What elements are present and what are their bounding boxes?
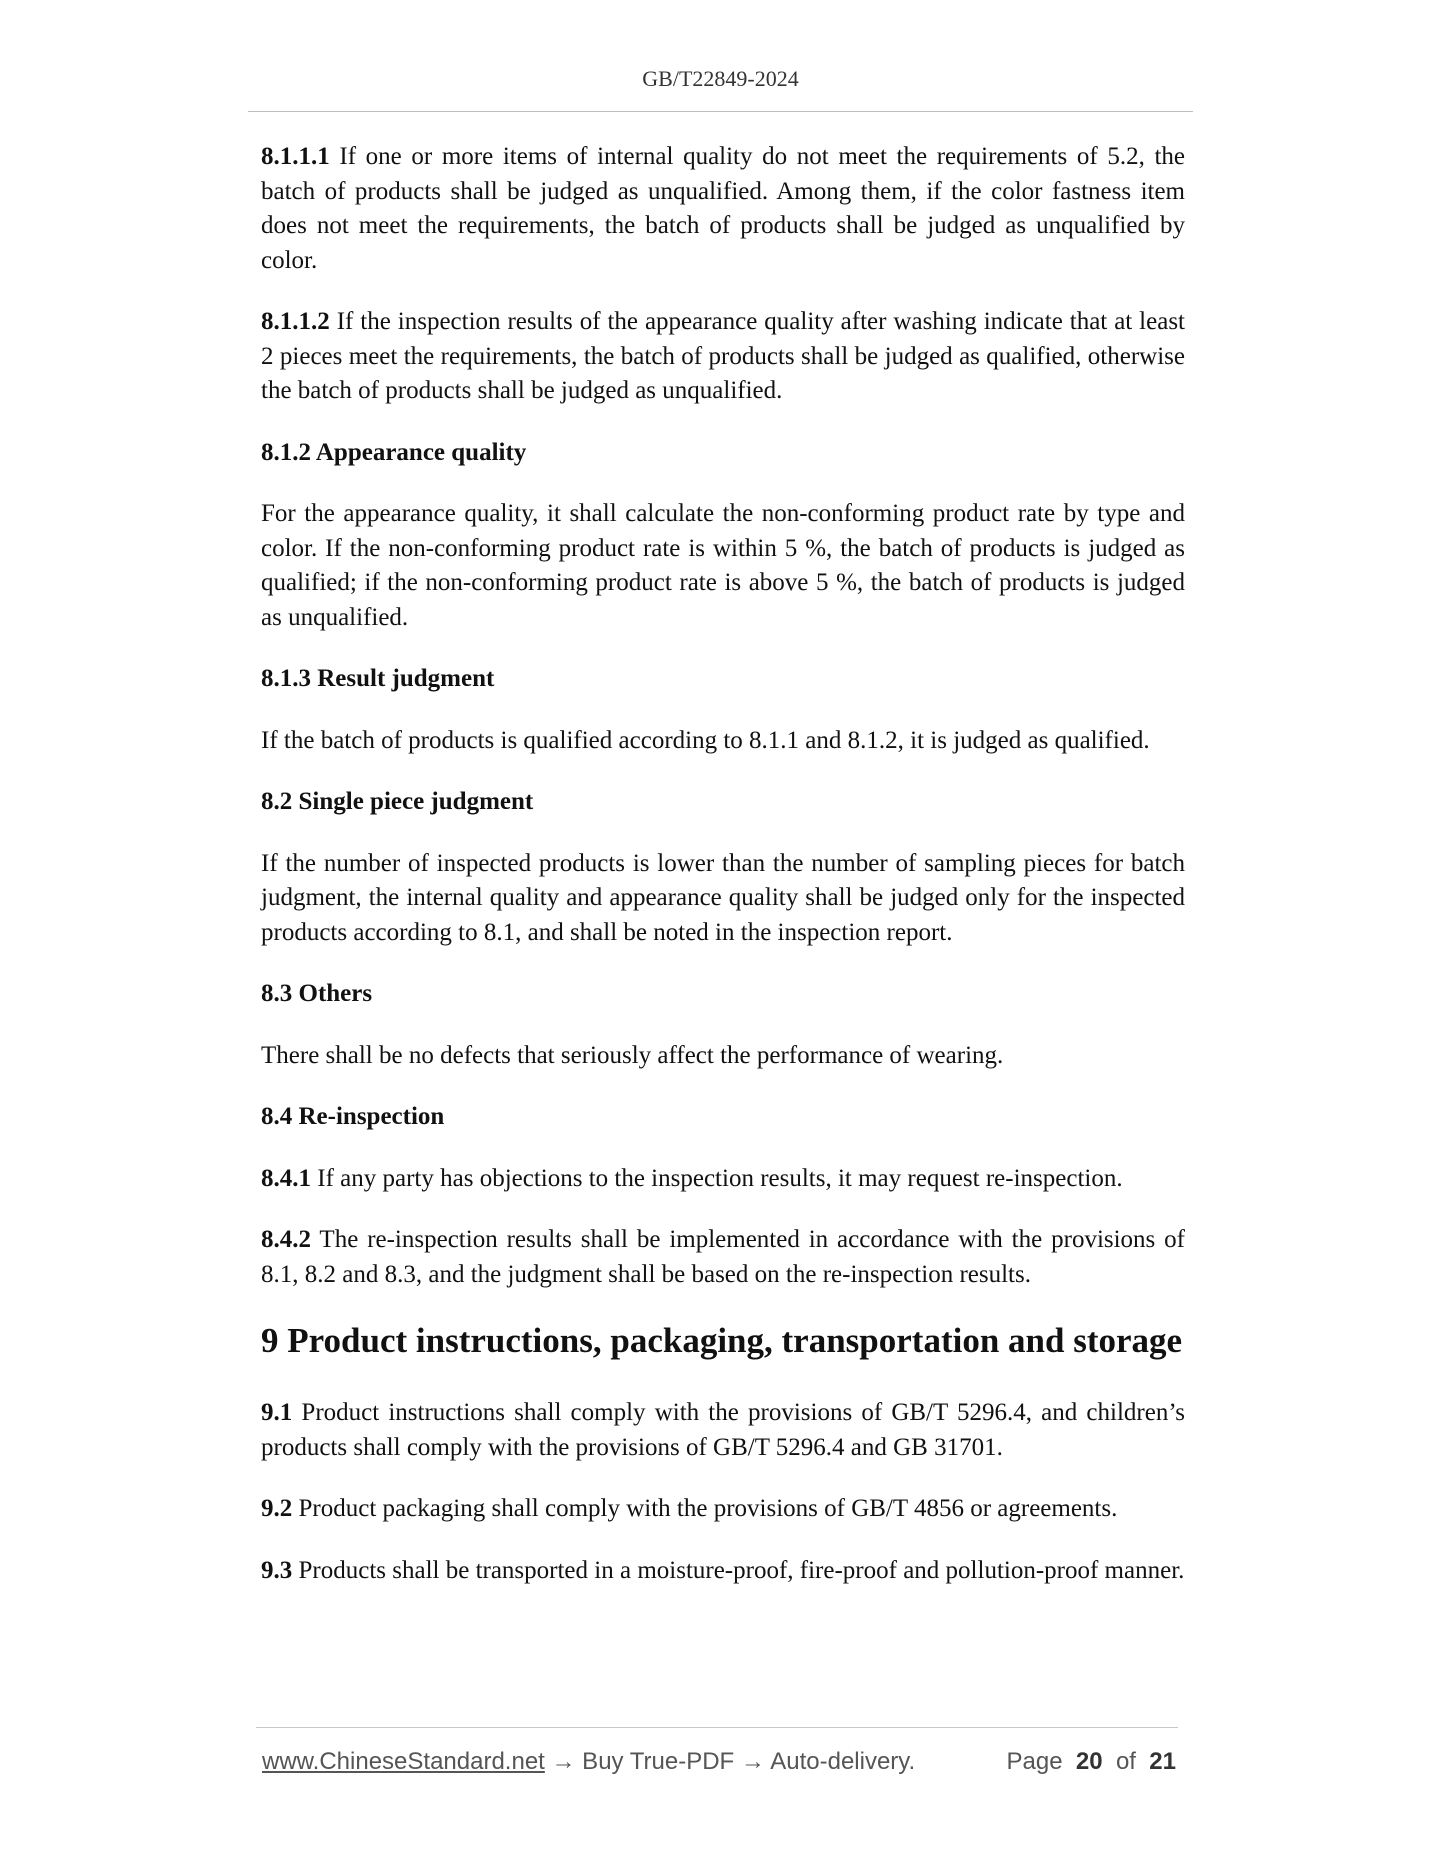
heading-section-9: 9 Product instructions, packaging, transportation and storage [261,1321,1183,1360]
clause-text: The re-inspection results shall be implemented in accordance with the provisions of 8.1, 8.2 and 8.3, and the judgment shall be based on the re-inspection results. [261,1226,1185,1288]
clause-number: 8.4.1 [261,1164,311,1192]
document-body [261,140,1185,1615]
clause-number: 9.1 [261,1399,293,1426]
clause-number: 8.1.1.1 [261,143,330,170]
of-label: of [1115,1748,1136,1775]
heading-8-1-2: 8.1.2 Appearance quality [261,438,527,466]
footer-promo-text: → Buy True-PDF → Auto-delivery. [544,1748,916,1775]
page-indicator [1006,1748,1176,1776]
heading-8-2: 8.2 Single piece judgment [261,788,534,815]
header-divider [248,111,1193,112]
paragraph-9-1 [261,1396,1185,1465]
document-footer [262,1748,1176,1782]
paragraph-result-judgment: If the batch of products is qualified according to 8.1.1 and 8.1.2, it is judged as qualified. [261,726,1150,754]
document-header: GB/T22849-2024 [642,66,799,91]
website-link[interactable]: www.ChineseStandard.net [262,1748,545,1775]
clause-number: 9.2 [261,1495,293,1522]
heading-8-4: 8.4 Re-inspection [261,1103,445,1130]
paragraph-others: There shall be no defects that seriously affect the performance of wearing. [261,1041,1004,1069]
clause-number: 8.4.2 [261,1226,311,1253]
heading-8-1-3: 8.1.3 Result judgment [261,665,495,692]
paragraph-8-1-1-2 [261,305,1185,409]
paragraph-appearance-quality: For the appearance quality, it shall calculate the non-conforming product rate by type and color. If the non-conforming product rate is within 5 %, the batch of products is judged as qualified; if the non-conforming product rate is above 5 %, the batch of products is judged as unqualified. [261,500,1185,631]
clause-text: Products shall be transported in a moisture-proof, fire-proof and pollution-proof manner. [292,1556,1185,1584]
clause-text: Product instructions shall comply with the provisions of GB/T 5296.4, and children’s products shall comply with the provisions of GB/T 5296.4 and GB 31701. [261,1399,1185,1461]
clause-text: If one or more items of internal quality do not meet the requirements of 5.2, the batch of products shall be judged as unqualified. Among them, if the color fastness item does not meet the requirements, the batch of products shall be judged as unqualified by color. [261,143,1185,274]
paragraph-8-4-2 [261,1223,1185,1292]
footer-divider [256,1727,1178,1728]
clause-text: If the inspection results of the appearance quality after washing indicate that at least 2 pieces meet the requirements, the batch of products shall be judged as qualified, otherwise the batch of products shall be judged as unqualified. [261,308,1185,404]
clause-number: 9.3 [261,1556,293,1584]
page-label: Page [1006,1748,1063,1775]
footer-left [262,1748,915,1776]
clause-text: If any party has objections to the inspection results, it may request re-inspection. [311,1164,1123,1192]
paragraph-9-2 [261,1492,1185,1527]
paragraph-single-piece: If the number of inspected products is lower than the number of sampling pieces for batch judgment, the internal quality and appearance quality shall be judged only for the inspected products according to 8.1, and shall be noted in the inspection report. [261,849,1185,946]
paragraph-9-3 [261,1554,1185,1589]
total-pages-number: 21 [1149,1748,1176,1775]
heading-8-3: 8.3 Others [261,980,373,1007]
clause-text: Product packaging shall comply with the provisions of GB/T 4856 or agreements. [292,1495,1118,1522]
clause-number: 8.1.1.2 [261,308,330,335]
current-page-number: 20 [1075,1748,1103,1775]
paragraph-8-1-1-1 [261,140,1185,278]
paragraph-8-4-1 [261,1162,1185,1197]
